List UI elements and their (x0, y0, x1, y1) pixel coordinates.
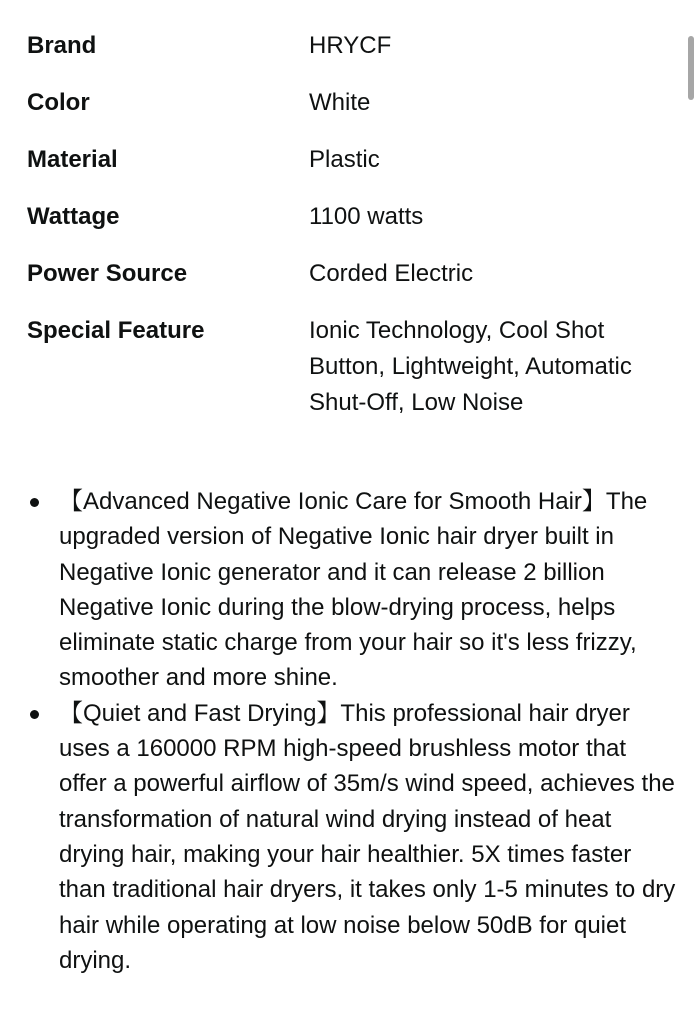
spec-label: Power Source (27, 260, 188, 287)
spec-value: Corded Electric (309, 260, 474, 287)
spec-label: Color (27, 89, 90, 116)
spec-label: Special Feature (27, 317, 205, 344)
spec-row-material (27, 142, 667, 178)
bullet-dot-icon (0, 484, 59, 520)
spec-row-wattage (27, 199, 667, 235)
spec-row-special-feature (27, 313, 667, 421)
spec-label: Wattage (27, 203, 120, 230)
feature-bullet-list (0, 484, 698, 978)
spec-row-power-source (27, 256, 667, 292)
spec-row-brand (27, 28, 667, 64)
spec-value: Plastic (309, 146, 380, 173)
spec-value: Ionic Technology, Cool Shot Button, Lightweight, Automatic Shut-Off, Low Noise (309, 317, 632, 416)
spec-label: Brand (27, 32, 97, 59)
spec-value: HRYCF (309, 32, 392, 59)
feature-bullet-text: 【Advanced Negative Ionic Care for Smooth Hair】The upgraded version of Negative Ionic hair dryer built in Negative Ionic generator and it can release 2 billion Negative Ionic during the blow-drying process, helps eliminate static charge from your hair so it's less frizzy, smoother and more shine. (59, 488, 648, 692)
spec-label: Material (27, 146, 118, 173)
feature-bullet (0, 696, 698, 978)
bullet-dot-icon (0, 696, 59, 732)
spec-value: White (309, 89, 371, 116)
spec-row-color (27, 85, 667, 121)
product-spec-table (27, 28, 667, 442)
spec-value: 1100 watts (309, 203, 424, 230)
feature-bullet-text: 【Quiet and Fast Drying】This professional hair dryer uses a 160000 RPM high-speed brushless motor that offer a powerful airflow of 35m/s wind speed, achieves the transformation of natural wind drying instead of heat drying hair, making your hair healthier. 5X times faster than traditional hair dryers, it takes only 1-5 minutes to dry hair while operating at low noise below 50dB for quiet drying. (59, 699, 676, 974)
feature-bullet (0, 484, 698, 696)
scrollbar-thumb[interactable] (688, 36, 694, 100)
